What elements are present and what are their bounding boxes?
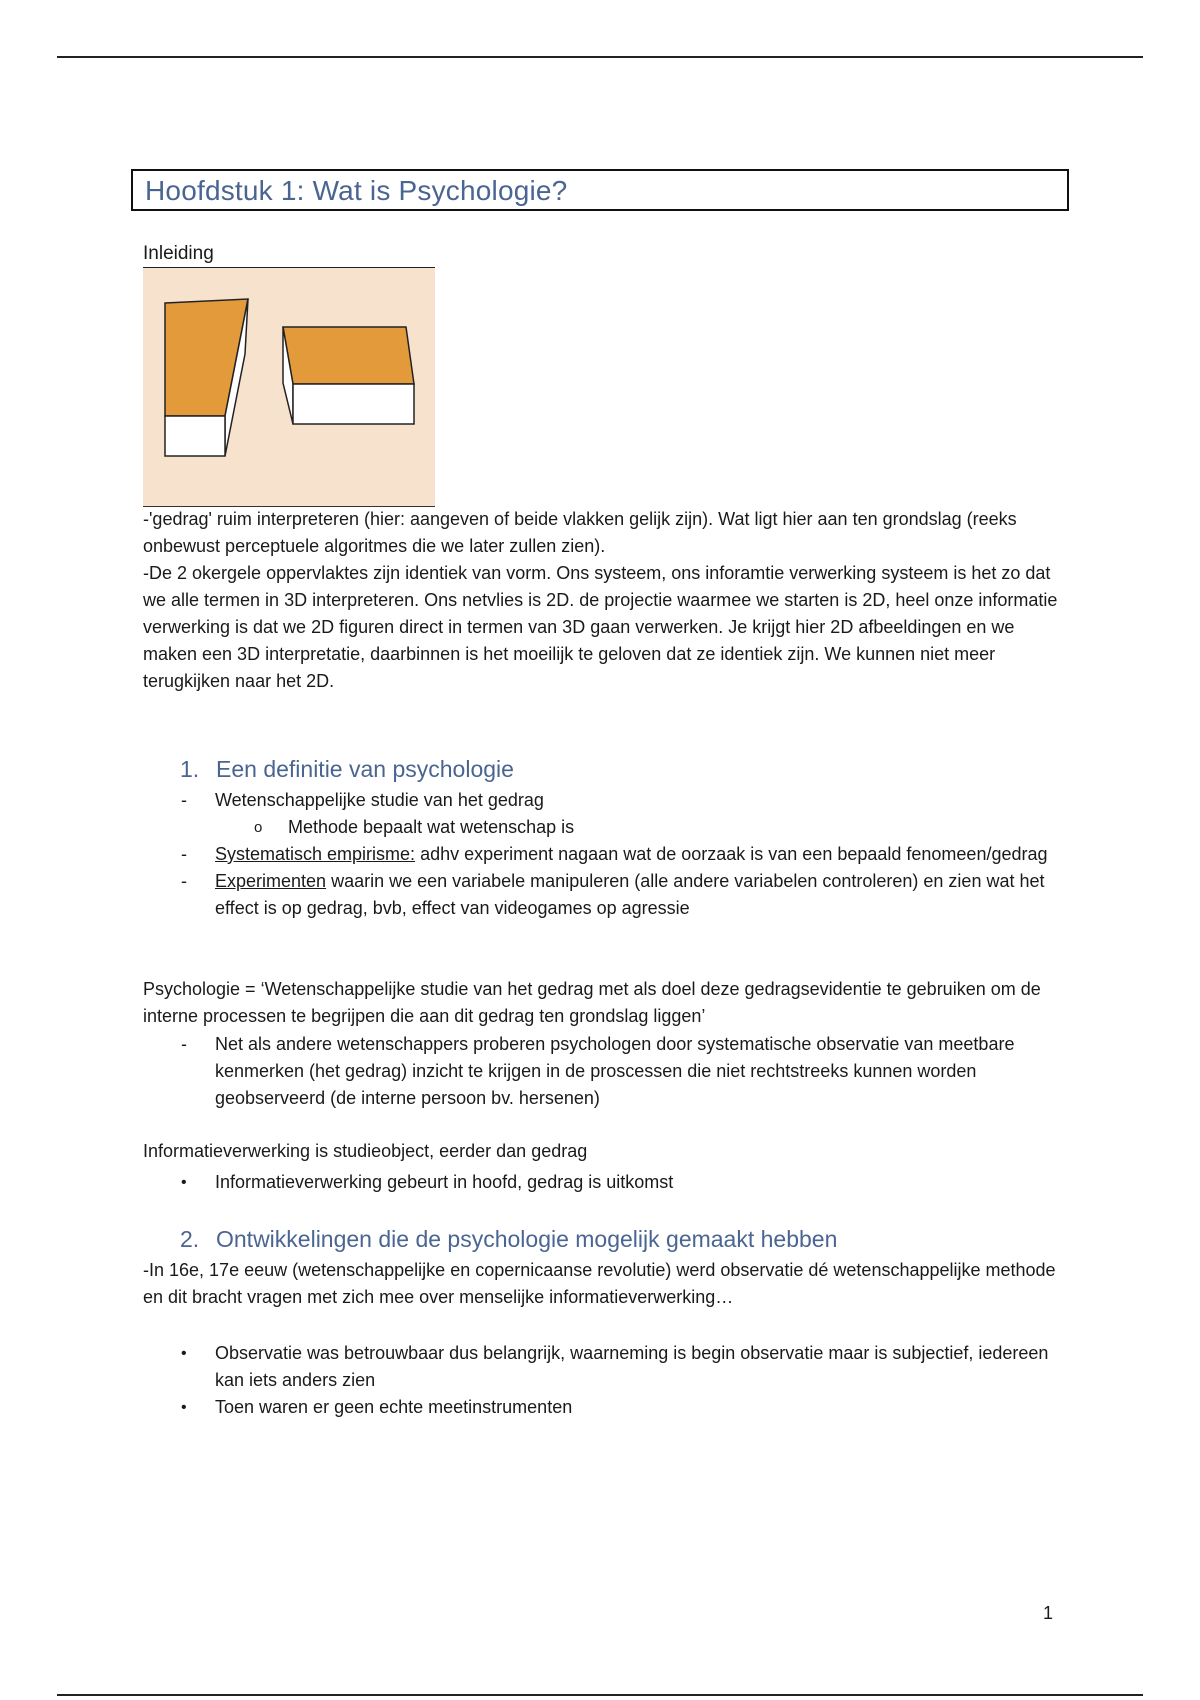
dash-mark: - <box>181 1034 187 1054</box>
illusion-figure <box>143 268 435 506</box>
section2-number: 2. <box>180 1226 200 1252</box>
list-item-text: waarin we een variabele manipuleren (alle andere variabelen controleren) en zien wat het effect is op gedrag, bvb, effect van videogames op agressie <box>215 871 1045 918</box>
bullet-mark: • <box>181 1174 187 1191</box>
page-number: 1 <box>1043 1603 1054 1623</box>
bullet-mark: • <box>181 1345 187 1362</box>
info-list <box>143 1169 1058 1196</box>
list-item <box>143 1169 1058 1196</box>
section1-list <box>143 787 1058 922</box>
shepard-tables-illusion <box>143 268 435 506</box>
list-item-text: Observatie was betrouwbaar dus belangrijk, waarneming is begin observatie maar is subjectief, iedereen kan iets anders zien <box>215 1343 1049 1390</box>
dash-mark: - <box>181 871 187 891</box>
dash-mark: - <box>181 844 187 864</box>
chapter-title-text: Hoofdstuk 1: Wat is Psychologie? <box>145 174 568 206</box>
footer-rule <box>57 1694 1143 1696</box>
list-item-text: Toen waren er geen echte meetinstrumenten <box>215 1397 573 1417</box>
list-item <box>143 1394 1058 1421</box>
list-item-text: Wetenschappelijke studie van het gedrag <box>215 790 544 810</box>
header-rule <box>57 56 1143 58</box>
info-processing-statement: Informatieverwerking is studieobject, eerder dan gedrag <box>143 1141 588 1161</box>
section1-number: 1. <box>180 756 200 782</box>
list-item <box>143 1031 1058 1112</box>
left-block-front-face <box>165 416 225 456</box>
list-item-text: Net als andere wetenschappers proberen psychologen door systematische observatie van meetbare kenmerken (het gedrag) inzicht te krijgen in de proscessen die niet rechtstreeks kunnen worden geobserveerd (de interne persoon bv. hersenen) <box>215 1034 1015 1108</box>
right-block-front-face <box>293 384 414 424</box>
bullet-mark: • <box>181 1399 187 1416</box>
list-item-text: adhv experiment nagaan wat de oorzaak is van een bepaald fenomeen/gedrag <box>415 844 1048 864</box>
term-systematisch-empirisme: Systematisch empirisme: <box>215 844 416 864</box>
section2-list <box>143 1340 1058 1421</box>
definition-list <box>143 1031 1058 1112</box>
list-subitem <box>143 814 1058 841</box>
term-experimenten: Experimenten <box>215 871 327 891</box>
section2-title: Ontwikkelingen die de psychologie mogelijk gemaakt hebben <box>216 1226 838 1252</box>
section1-title: Een definitie van psychologie <box>216 756 514 782</box>
chapter-title <box>131 169 1069 211</box>
right-block-top-face <box>283 327 414 384</box>
circle-bullet-mark: o <box>254 819 263 836</box>
psychology-definition: Psychologie = ‘Wetenschappelijke studie van het gedrag met als doel deze gedragsevidentie te gebruiken om de interne processen te begrijpen die aan dit gedrag ten grondslag liggen’ <box>143 979 1041 1026</box>
list-item-text: Informatieverwerking gebeurt in hoofd, gedrag is uitkomst <box>215 1172 674 1192</box>
intro-paragraph: -'gedrag' ruim interpreteren (hier: aangeven of beide vlakken gelijk zijn). Wat ligt hier aan ten grondslag (reeks onbewust perceptuele algoritmes die we later zullen zien). -De 2 okergele oppervlaktes zijn identiek van vorm. Ons systeem, ons inforamtie verwerking systeem is het zo dat we alle termen in 3D interpreteren. Ons netvlies is 2D. de projectie waarmee we starten is 2D, heel onze informatie verwerking is dat we 2D figuren direct in termen van 3D gaan verwerken. Je krijgt hier 2D afbeeldingen en we maken een 3D interpretatie, daarbinnen is het moeilijk te geloven dat ze identiek zijn. We kunnen niet meer terugkijken naar het 2D. <box>143 509 1058 691</box>
list-item <box>143 787 1058 814</box>
section2-paragraph: -In 16e, 17e eeuw (wetenschappelijke en copernicaanse revolutie) werd observatie dé wetenschappelijke methode en dit bracht vragen met zich mee over menselijke informatieverwerking… <box>143 1260 1056 1307</box>
section2-heading <box>180 1226 837 1253</box>
section1-heading <box>180 756 514 783</box>
list-item <box>143 1340 1058 1394</box>
intro-label: Inleiding <box>143 243 214 264</box>
dash-mark: - <box>181 790 187 810</box>
list-item <box>143 868 1058 922</box>
list-item <box>143 841 1058 868</box>
list-subitem-text: Methode bepaalt wat wetenschap is <box>288 817 575 837</box>
